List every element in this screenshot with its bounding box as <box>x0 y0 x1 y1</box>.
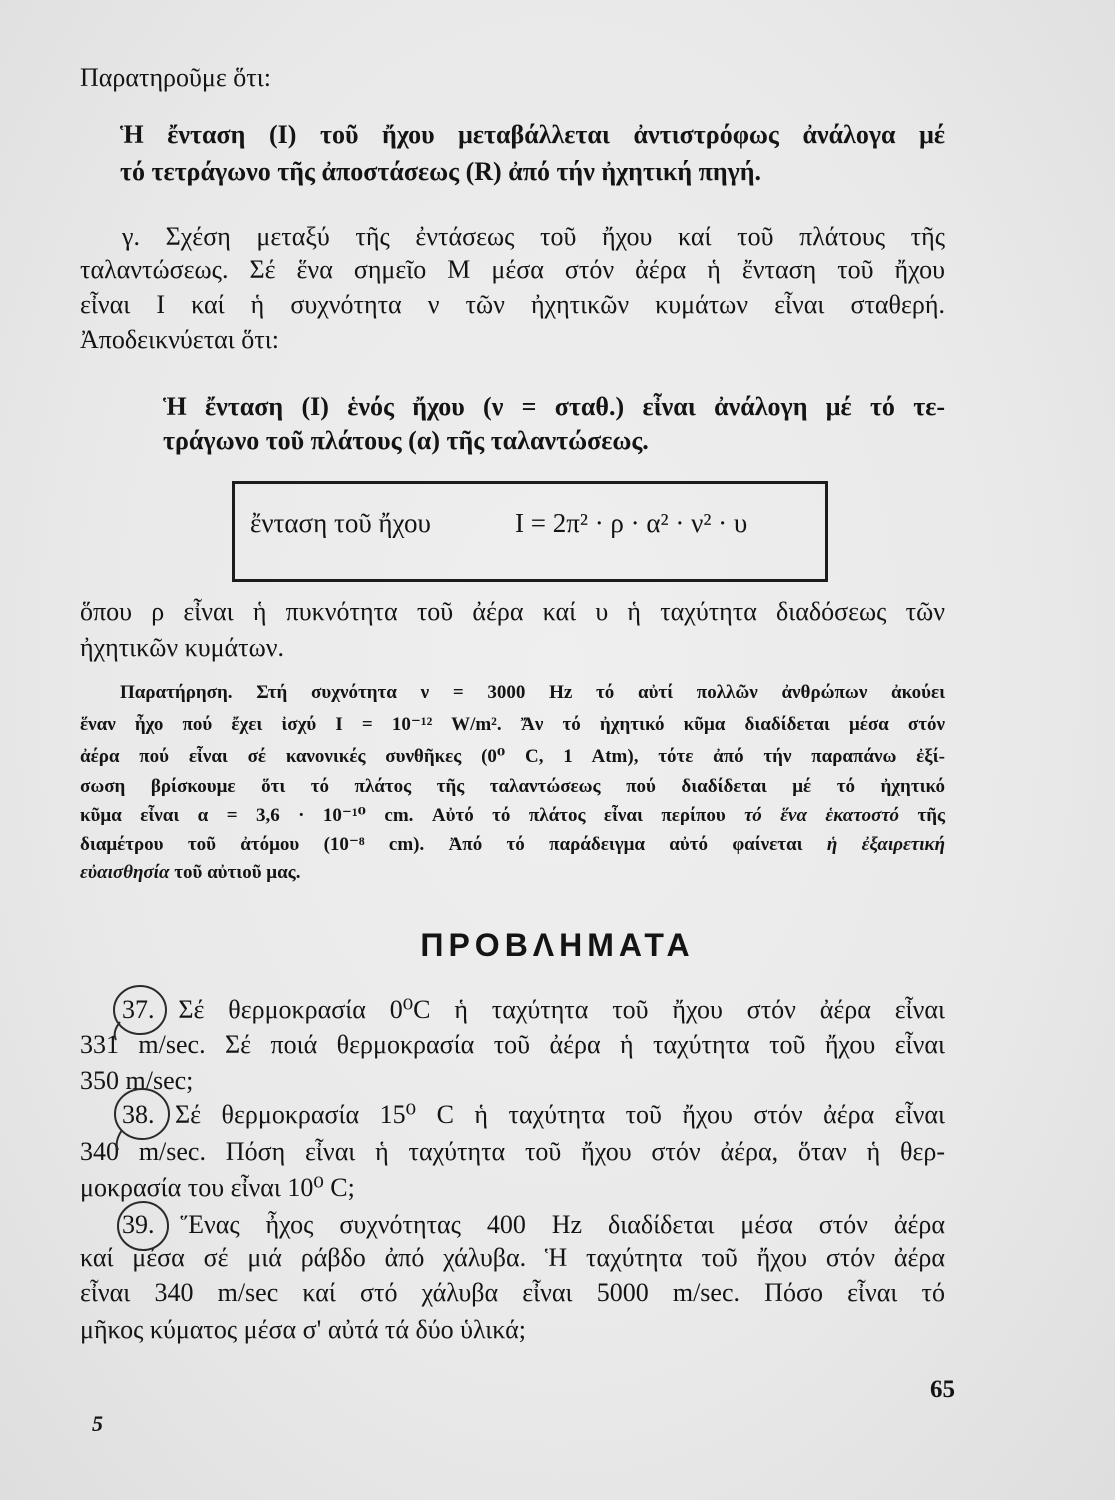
remark-label: Παρατήρηση. <box>120 682 233 703</box>
problem-38-line-3: μοκρασία του εἶναι 10⁰ C; <box>80 1173 355 1202</box>
problem-37-line-1 <box>122 994 945 1026</box>
where-line-2: ἠχητικῶν κυμάτων. <box>80 633 285 662</box>
problem-38-line-1 <box>122 1099 945 1131</box>
remark-line-5 <box>80 803 945 829</box>
problem-39-line-3: εἶναι 340 m/sec καί στό χάλυβα εἶναι 5000 m/sec. Πόσο εἶναι τό <box>80 1278 945 1307</box>
remark-line-4: σωση βρίσκουμε ὅτι τό πλάτος τῆς ταλαντώσεως πού διαδίδεται μέ τό ἠχητικό <box>80 776 945 797</box>
remark-line-1 <box>120 680 945 706</box>
problems-heading: ΠΡΟΒΛΗΜΑΤΑ <box>420 927 695 963</box>
remark-emphasis: εὐαισθησία <box>80 862 170 883</box>
rule-amplitude-line-1: Ἡ ἔνταση (I) ἑνός ἤχου (ν = σταθ.) εἶναι ἀνάλογη μέ τό τε- <box>163 392 945 421</box>
formula-label: ἔνταση τοῦ ἤχου <box>250 508 431 538</box>
problem-37-line-3: 350 m/sec; <box>80 1066 194 1095</box>
remark-line-7 <box>80 860 945 886</box>
problem-39-line-1 <box>122 1209 945 1241</box>
problem-text: Ἕνας ἦχος συχνότητας 400 Hz διαδίδεται μέσα στόν ἀέρα <box>180 1210 945 1239</box>
remark-line-3: ἀέρα πού εἶναι σέ κανονικές συνθῆκες (0⁰ C, 1 Atm), τότε ἀπό τήν παραπάνω ἐξί- <box>80 746 945 767</box>
remark-emphasis: ἡ ἐξαιρετική <box>826 834 946 855</box>
page-number: 65 <box>930 1376 955 1403</box>
rule-distance-line-2: τό τετράγωνο τῆς ἀποστάσεως (R) ἀπό τήν ἠχητική πηγή. <box>120 157 762 186</box>
remark-line-2: ἕναν ἦχο πού ἔχει ἰσχύ I = 10⁻¹² W/m². Ἄν τό ἠχητικό κῦμα διαδίδεται μέσα στόν <box>80 714 945 735</box>
remark-emphasis: τό ἕνα ἑκατοστό <box>744 805 899 826</box>
problem-number: 39. <box>122 1210 155 1239</box>
problem-37-line-2: 331 m/sec. Σέ ποιά θερμοκρασία τοῦ ἀέρα ἡ ταχύτητα τοῦ ἤχου εἶναι <box>80 1030 945 1059</box>
where-line-1: ὅπου ρ εἶναι ἡ πυκνότητα τοῦ ἀέρα καί υ ἡ ταχύτητα διαδόσεως τῶν <box>80 597 945 626</box>
problem-text: Σέ θερμοκρασία 0⁰C ἡ ταχύτητα τοῦ ἤχου στόν ἀέρα εἶναι <box>178 995 946 1024</box>
remark-text: Στή συχνότητα ν = 3000 Hz τό αὐτί πολλῶν ἀνθρώπων ἀκούει <box>256 682 945 703</box>
remark-text: κῦμα εἶναι α = 3,6 · 10⁻¹⁰ cm. Αὐτό τό πλάτος εἶναι περίπου <box>80 805 726 826</box>
section-gamma-line-3: εἶναι I καί ἡ συχνότητα ν τῶν ἠχητικῶν κυμάτων εἶναι σταθερή. <box>80 290 945 319</box>
problem-39-line-2: καί μέσα σέ μιά ράβδο ἀπό χάλυβα. Ἡ ταχύτητα τοῦ ἤχου στόν ἀέρα <box>80 1243 945 1272</box>
problem-38-line-2: 340 m/sec. Πόση εἶναι ἡ ταχύτητα τοῦ ἤχου στόν ἀέρα, ὅταν ἡ θερ- <box>80 1137 945 1166</box>
rule-amplitude-line-2: τράγωνο τοῦ πλάτους (α) τῆς ταλαντώσεως. <box>163 426 649 455</box>
formula-equation: I = 2π² · ρ · α² · ν² · υ <box>515 508 748 538</box>
problem-number: 38. <box>122 1100 155 1129</box>
problem-text: Σέ θερμοκρασία 15⁰ C ἡ ταχύτητα τοῦ ἤχου στόν ἀέρα εἶναι <box>175 1100 946 1129</box>
remark-text: διαμέτρου τοῦ ἀτόμου (10⁻⁸ cm). Ἀπό τό παράδειγμα αὐτό φαίνεται <box>80 834 803 855</box>
section-gamma-line-4: Ἀποδεικνύεται ὅτι: <box>80 325 279 354</box>
section-gamma-line-1: γ. Σχέση μεταξύ τῆς ἐντάσεως τοῦ ἤχου καί τοῦ πλάτους τῆς <box>122 222 945 251</box>
intro-line: Παρατηροῦμε ὅτι: <box>80 63 271 92</box>
section-gamma-line-2: ταλαντώσεως. Σέ ἕνα σημεῖο Μ μέσα στόν ἀέρα ἡ ἔνταση τοῦ ἤχου <box>80 255 945 284</box>
formula-box <box>232 481 828 582</box>
problem-number: 37. <box>122 995 155 1024</box>
printer-signature-mark: 5 <box>92 1411 103 1436</box>
problem-39-line-4: μῆκος κύματος μέσα σ' αὐτά τά δύο ὑλικά; <box>80 1315 526 1344</box>
remark-text: τοῦ αὐτιοῦ μας. <box>174 862 301 883</box>
remark-text: τῆς <box>917 805 946 826</box>
remark-line-6 <box>80 832 945 858</box>
rule-distance-line-1: Ἡ ἔνταση (I) τοῦ ἤχου μεταβάλλεται ἀντιστρόφως ἀνάλογα μέ <box>120 120 945 149</box>
